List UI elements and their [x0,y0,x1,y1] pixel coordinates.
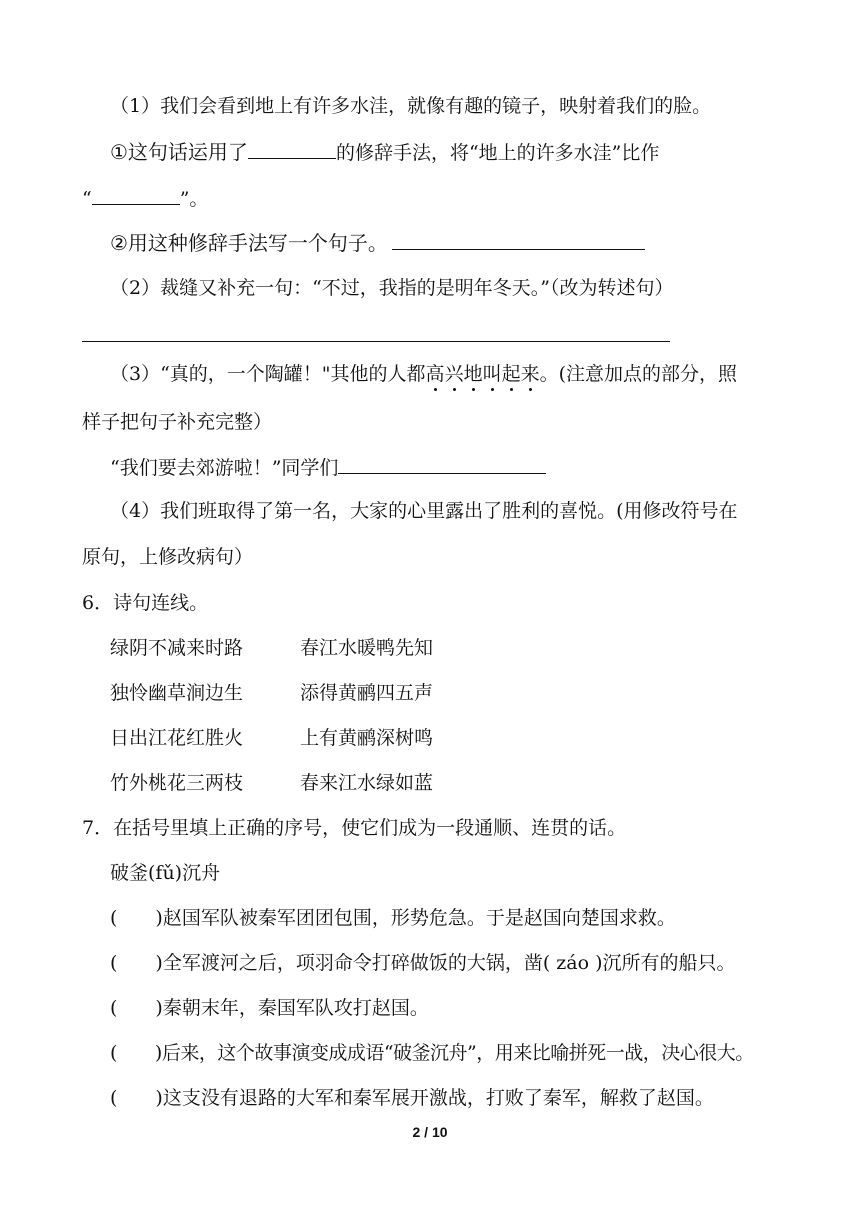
q5-s1b-text: ②用这种修辞手法写一个句子。 [110,231,388,255]
q5-s2: （2）裁缝又补充一句：“不过，我指的是明年冬天。”（改为转述句） [110,277,674,299]
poem-right-3[interactable]: 上有黄鹂深树鸣 [300,727,434,749]
q5-s1a-suffix: 的修辞手法，将“地上的许多水洼”比作 [335,142,660,164]
paren-open: ( [110,997,118,1019]
q7-item-text: 这支没有退路的大军和秦军展开激战，打败了秦军，解救了赵国。 [162,1087,714,1109]
paren-close: ) [155,997,163,1019]
q7-item-4 [110,1041,754,1065]
q5-s3 [110,362,737,386]
poem-right-2[interactable]: 添得黄鹂四五声 [300,682,434,704]
paren-open: ( [110,907,118,929]
q7-item-text: 赵国军队被秦军团团包围，形势危急。于是赵国向楚国求救。 [162,907,676,929]
q5-s3-example-text: “我们要去郊游啦！”同学们 [110,457,339,479]
dotted-char: 起 [501,363,521,385]
paren-open: ( [110,1042,117,1064]
q5-s3-pre: （3）“真的，一个陶罐！"其他的人都 [110,363,426,385]
dotted-char: 地 [463,363,483,385]
q5-s1a [110,140,659,165]
dotted-char: 来 [520,363,540,385]
q7-title: 7．在括号里填上正确的序号，使它们成为一段通顺、连贯的话。 [82,817,627,839]
dotted-char: 高 [425,363,445,385]
poem-right-1[interactable]: 春江水暖鸭先知 [300,637,434,659]
q7-item-2 [110,951,736,975]
q7-item-1 [110,906,676,930]
q5-s1a-prefix: ①这句话运用了 [110,140,248,164]
dotted-char: 叫 [482,363,502,385]
paren-close: ) [154,1042,162,1064]
q7-item-text: 全军渡河之后，项羽命令打碎做饭的大锅，凿( záo )沉所有的船只。 [162,952,736,974]
q5-s3-post: 。(注意加点的部分，照 [539,363,738,385]
q6-title: 6．诗句连线。 [82,592,209,614]
q5-s1a-blank-1[interactable] [248,140,336,159]
q7-item-text: 后来，这个故事演变成成语“破釜沉舟”，用来比喻拼死一战，决心很大。 [161,1042,754,1064]
page-number: 2 / 10 [412,1124,448,1140]
q5-s4-line1: （4）我们班取得了第一名，大家的心里露出了胜利的喜悦。(用修改符号在 [110,500,738,522]
q5-s2-answer-line[interactable] [82,341,670,342]
q5-s1b-blank[interactable] [392,231,645,250]
paren-open: ( [110,1087,118,1109]
q5-s1: （1）我们会看到地上有许多水洼，就像有趣的镜子，映射着我们的脸。 [110,95,712,117]
paren-close: ) [155,907,163,929]
poem-left-1[interactable]: 绿阴不减来时路 [110,637,244,659]
q5-s4-line2: 原句，上修改病句） [82,546,254,568]
q7-item-text: 秦朝末年，秦国军队攻打赵国。 [162,997,429,1019]
q7-item-3 [110,996,429,1020]
q5-s3-example [110,455,546,480]
close-quote: ”。 [179,188,209,210]
q5-s3-blank[interactable] [338,455,546,474]
open-quote: “ [82,188,92,210]
q5-s3-line2: 样子把句子补充完整） [82,411,273,433]
dotted-char: 兴 [444,363,464,385]
paren-close: ) [155,1087,163,1109]
poem-left-3[interactable]: 日出江花红胜火 [110,727,244,749]
q5-s1a-cont [82,186,208,211]
q7-item-5 [110,1086,714,1110]
q5-s1a-blank-2[interactable] [92,186,180,205]
q5-s1b [110,231,645,256]
paren-close: ) [155,952,163,974]
paren-open: ( [110,952,118,974]
poem-left-4[interactable]: 竹外桃花三两枝 [110,772,244,794]
poem-right-4[interactable]: 春来江水绿如蓝 [300,772,434,794]
poem-left-2[interactable]: 独怜幽草涧边生 [110,682,244,704]
q7-subtitle: 破釜(fǔ)沉舟 [110,862,221,884]
